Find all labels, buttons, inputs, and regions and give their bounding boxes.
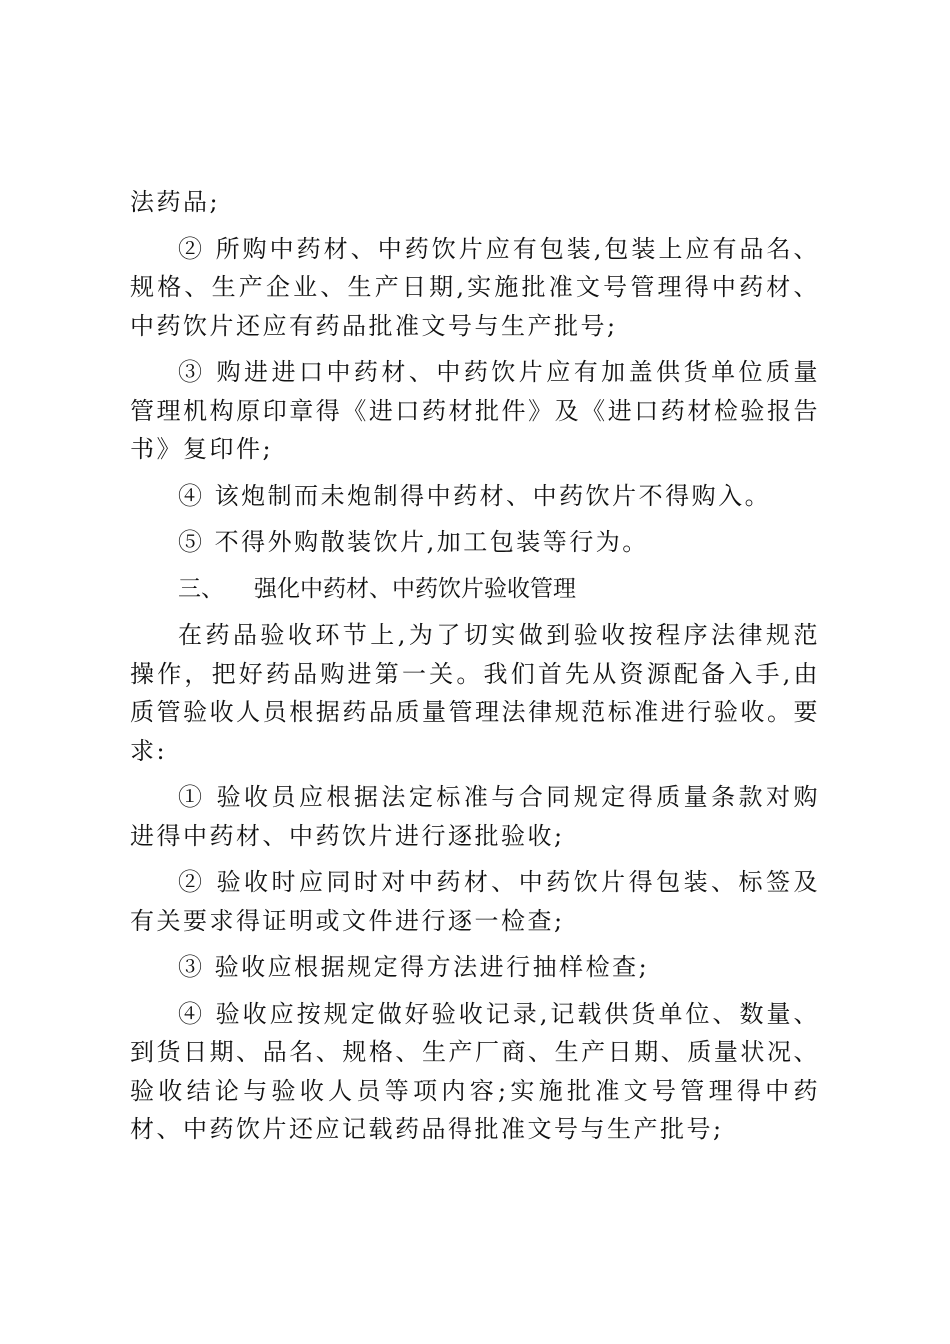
paragraph: ① 验收员应根据法定标准与合同规定得质量条款对购进得中药材、中药饮片进行逐批验收; bbox=[130, 783, 820, 850]
section-title: 强化中药材、中药饮片验收管理 bbox=[254, 575, 576, 602]
document-body bbox=[130, 183, 820, 1157]
paragraph: ② 所购中药材、中药饮片应有包装,包装上应有品名、规格、生产企业、生产日期,实施批准文号管理得中药材、中药饮片还应有药品批准文号与生产批号; bbox=[130, 234, 820, 340]
paragraph: ④ 该炮制而未炮制得中药材、中药饮片不得购入。 bbox=[178, 481, 772, 510]
paragraph: ⑤ 不得外购散装饮片,加工包装等行为。 bbox=[178, 528, 649, 556]
paragraph: ③ 购进进口中药材、中药饮片应有加盖供货单位质量管理机构原印章得《进口药材批件》及《进口药材检验报告书》复印件; bbox=[130, 358, 820, 463]
paragraph: 法药品; bbox=[130, 188, 221, 216]
paragraph: ④ 验收应按规定做好验收记录,记载供货单位、数量、到货日期、品名、规格、生产厂商、生产日期、质量状况、验收结论与验收人员等项内容;实施批准文号管理得中药材、中药饮片还应记载药品得批准文号与生产批号; bbox=[130, 999, 820, 1143]
paragraph: ③ 验收应根据规定得方法进行抽样检查; bbox=[178, 953, 650, 981]
paragraph: ② 验收时应同时对中药材、中药饮片得包装、标签及有关要求得证明或文件进行逐一检查; bbox=[130, 868, 820, 935]
section-heading bbox=[130, 570, 820, 609]
paragraph: 在药品验收环节上,为了切实做到验收按程序法律规范操作，把好药品购进第一关。我们首先从资源配备入手,由质管验收人员根据药品质量管理法律规范标准进行验收。要求: bbox=[130, 621, 820, 765]
section-number: 三、 bbox=[178, 575, 224, 602]
